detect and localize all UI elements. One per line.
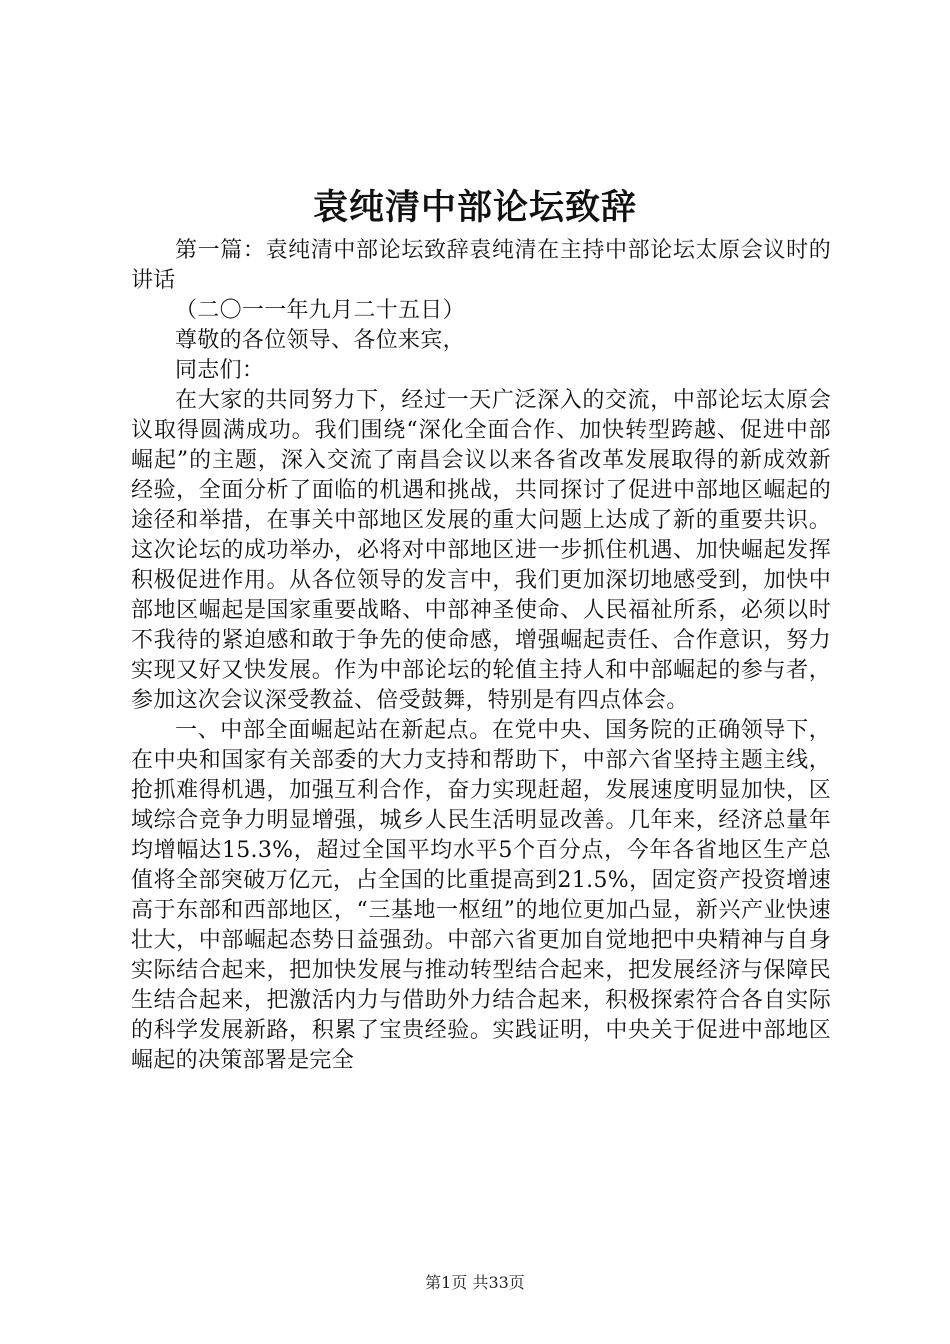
document-body	[131, 236, 831, 1076]
paragraph-body: 一、中部全面崛起站在新起点。在党中央、国务院的正确领导下，在中央和国家有关部委的大力支持和帮助下，中部六省坚持主题主线，抢抓难得机遇，加强互利合作，奋力实现赶超，发展速度明显加快，区域综合竞争力明显增强，城乡人民生活明显改善。几年来，经济总量年均增幅达15.3%，超过全国平均水平5个百分点，今年各省地区生产总值将全部突破万亿元，占全国的比重提高到21.5%，固定资产投资增速高于东部和西部地区，“三基地一枢纽”的地位更加凸显，新兴产业快速壮大，中部崛起态势日益强劲。中部六省更加自觉地把中央精神与自身实际结合起来，把加快发展与推动转型结合起来，把发展经济与保障民生结合起来，把激活内力与借助外力结合起来，积极探索符合各自实际的科学发展新路，积累了宝贵经验。实践证明，中央关于促进中部地区崛起的决策部署是完全	[131, 718, 831, 1073]
page-number: 第1页 共33页	[425, 1273, 525, 1292]
paragraph-salutation: 尊敬的各位领导、各位来宾，	[175, 328, 465, 353]
paragraph-heading: 第一篇：袁纯清中部论坛致辞袁纯清在主持中部论坛太原会议时的讲话	[131, 238, 831, 293]
paragraph-date: （二〇一一年九月二十五日）	[175, 298, 465, 323]
document-title: 袁纯清中部论坛致辞	[312, 187, 637, 228]
paragraph-body: 在大家的共同努力下，经过一天广泛深入的交流，中部论坛太原会议取得圆满成功。我们围绕“深化全面合作、加快转型跨越、促进中部崛起”的主题，深入交流了南昌会议以来各省改革发展取得的新成效新经验，全面分析了面临的机遇和挑战，共同探讨了促进中部地区崛起的途径和举措，在事关中部地区发展的重大问题上达成了新的重要共识。这次论坛的成功举办，必将对中部地区进一步抓住机遇、加快崛起发挥积极促进作用。从各位领导的发言中，我们更加深切地感受到，加快中部地区崛起是国家重要战略、中部神圣使命、人民福祉所系，必须以时不我待的紧迫感和敢于争先的使命感，增强崛起责任、合作意识，努力实现又好又快发展。作为中部论坛的轮值主持人和中部崛起的参与者，参加这次会议深受教益、倍受鼓舞，特别是有四点体会。	[131, 388, 831, 713]
paragraph-comrades: 同志们：	[175, 358, 265, 383]
